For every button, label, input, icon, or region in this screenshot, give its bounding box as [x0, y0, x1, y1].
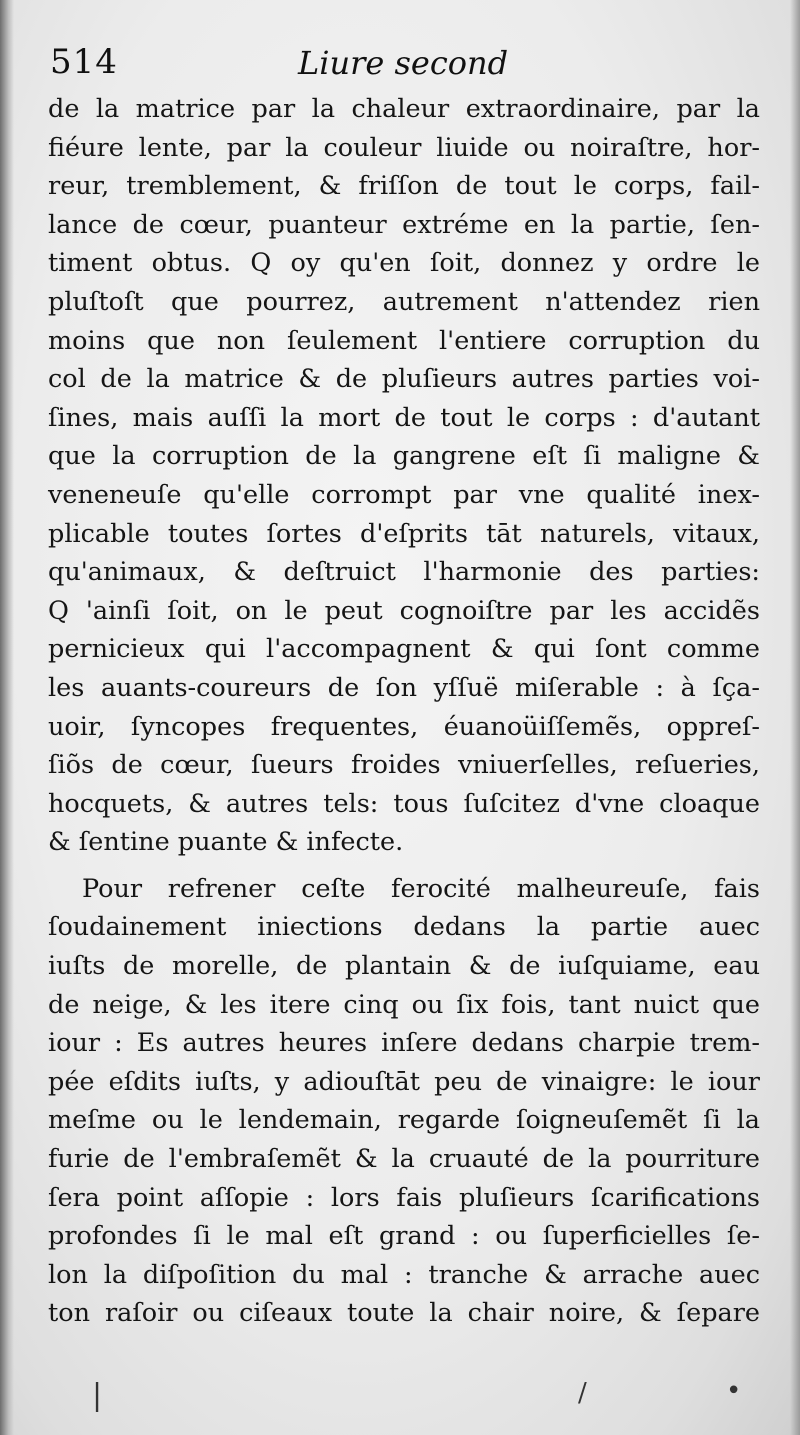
stray-mark-center: /: [578, 1378, 587, 1408]
text-line: lon la diſpoſition du mal : tranche & arrache auec: [48, 1259, 760, 1290]
body-text: [48, 90, 760, 1333]
text-line: moins que non ſeulement l'entiere corruption du: [48, 325, 760, 356]
text-line: iuſts de morelle, de plantain & de iuſquiame, eau: [48, 951, 760, 982]
text-line: pernicieux qui l'accompagnent & qui ſont comme: [48, 634, 760, 665]
paragraph-2: [48, 870, 760, 1333]
text-line: ſines, mais auſſi la mort de tout le corps : d'autant: [48, 402, 760, 433]
text-line: veneneuſe qu'elle corrompt par vne qualité inex-: [48, 479, 760, 510]
stray-mark-right: •: [726, 1376, 742, 1406]
page-left-edge-shadow: [0, 0, 14, 1435]
text-line: ton raſoir ou ciſeaux toute la chair noire, & ſepare: [48, 1298, 760, 1329]
text-line: que la corruption de la gangrene eſt ſi maligne &: [48, 441, 760, 472]
page-header: [48, 40, 758, 90]
page-number: 514: [50, 42, 118, 82]
page-right-edge-shadow: [790, 0, 800, 1435]
paragraph-1: [48, 90, 760, 862]
running-head: Liure second: [298, 44, 509, 82]
text-line: les auants-coureurs de ſon yſſuë miſerable : à ſça-: [48, 672, 760, 703]
text-line: de la matrice par la chaleur extraordinaire, par la: [48, 94, 760, 124]
text-line: furie de l'embraſemẽt & la cruauté de la pourriture: [48, 1144, 760, 1175]
text-line: fiéure lente, par la couleur liuide ou noiraſtre, hor-: [48, 132, 760, 163]
text-line: plicable toutes ſortes d'eſprits tāt naturels, vitaux,: [48, 518, 760, 549]
text-line: hocquets, & autres tels: tous ſuſcitez d'vne cloaque: [48, 788, 760, 819]
text-line: col de la matrice & de pluſieurs autres parties voi-: [48, 364, 760, 395]
text-line: Q 'ainſi ſoit, on le peut cognoiſtre par les accidẽs: [48, 595, 760, 626]
paragraph-gap: [48, 862, 760, 870]
text-line: ſoudainement iniections dedans la partie auec: [48, 912, 760, 943]
text-line: de neige, & les itere cinq ou ſix fois, tant nuict que: [48, 989, 760, 1020]
text-line: meſme ou le lendemain, regarde ſoigneuſemẽt ſi la: [48, 1105, 760, 1136]
text-line: profondes ſi le mal eſt grand : ou ſuperficielles ſe-: [48, 1221, 760, 1252]
text-line: reur, tremblement, & friſſon de tout le corps, fail-: [48, 171, 760, 202]
text-line: pée eſdits iuſts, y adiouſtāt peu de vinaigre: le iour: [48, 1066, 760, 1097]
text-line: qu'animaux, & deſtruict l'harmonie des parties:: [48, 557, 760, 588]
text-line: ſiõs de cœur, ſueurs froides vniuerſelles, reſueries,: [48, 750, 760, 781]
text-line: iour : Es autres heures inſere dedans charpie trem-: [48, 1028, 760, 1059]
stray-mark-left: |: [92, 1378, 103, 1413]
text-line: timent obtus. Q oy qu'en ſoit, donnez y ordre le: [48, 248, 760, 279]
text-line: & ſentine puante & infecte.: [48, 827, 404, 858]
text-line: ſera point aſſopie : lors fais pluſieurs ſcarifications: [48, 1182, 760, 1213]
text-line: pluſtoſt que pourrez, autrement n'attendez rien: [48, 286, 760, 317]
text-line: lance de cœur, puanteur extréme en la partie, ſen-: [48, 209, 760, 240]
text-line: uoir, ſyncopes frequentes, éuanoüiſſemẽs, oppreſ-: [48, 711, 760, 742]
text-line: Pour refrener ceſte ferocité malheureuſe, fais: [82, 873, 760, 904]
